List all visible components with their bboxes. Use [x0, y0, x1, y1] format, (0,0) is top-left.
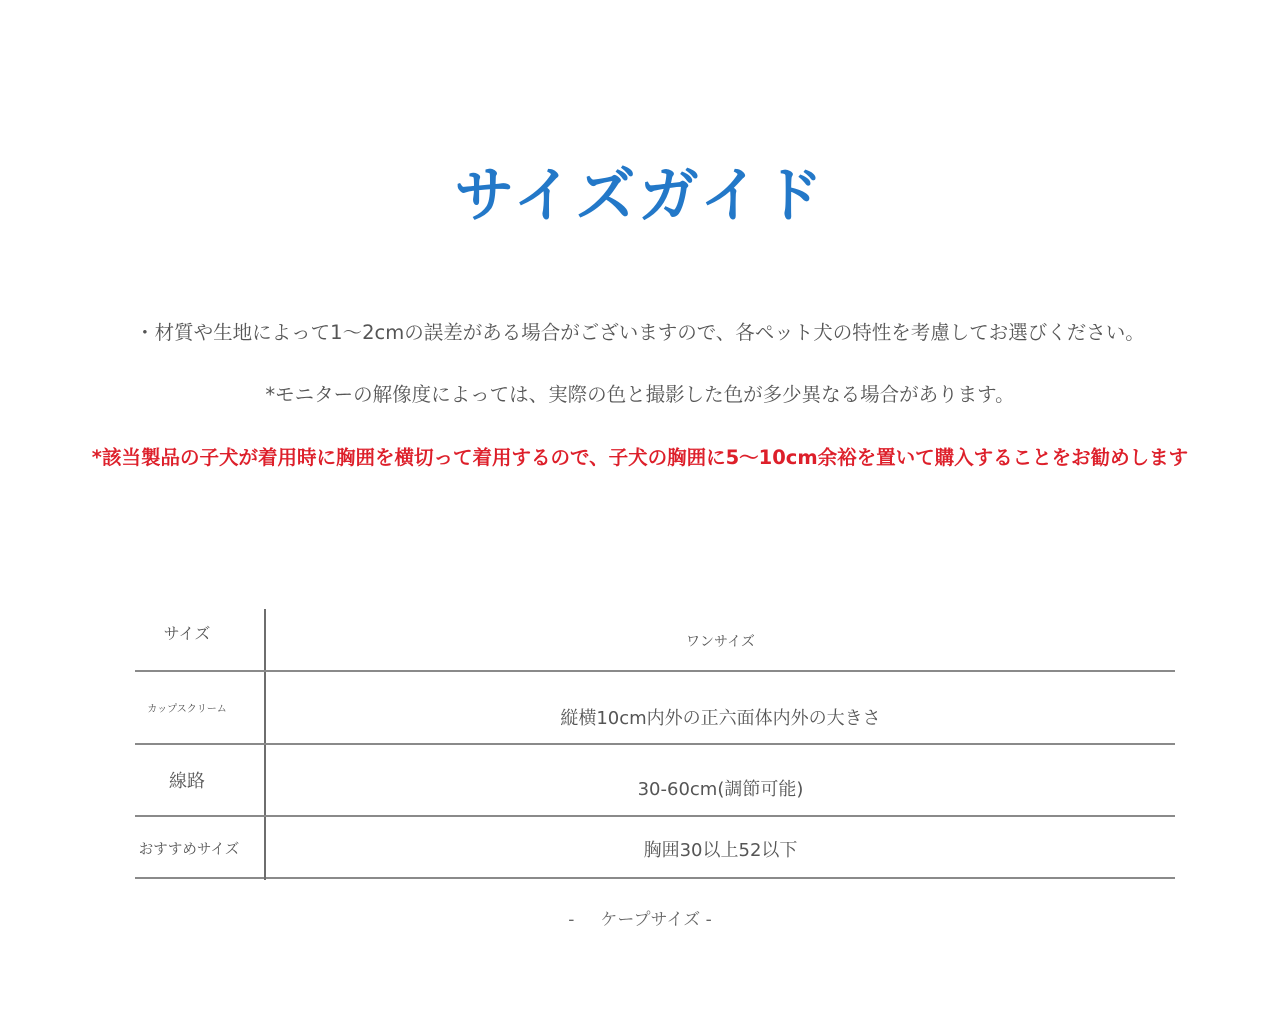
row-value-recommended: 胸囲30以上52以下 — [643, 840, 798, 861]
note-material-error: ・材質や生地によって1〜2cmの誤差がある場合がございますので、各ペット犬の特性を考慮してお選びください。 — [135, 321, 1145, 344]
cape-size-label: ケープサイズ - — [600, 910, 712, 930]
row-label-size: サイズ — [163, 624, 211, 643]
row-label-recommended: おすすめサイズ — [138, 842, 240, 858]
note-monitor-color: *モニターの解像度によっては、実際の色と撮影した色が多少異なる場合があります。 — [265, 383, 1015, 406]
row-label-line: 線路 — [169, 771, 205, 792]
table-row — [135, 609, 1175, 672]
row-value-line: 30-60cm(調節可能) — [637, 779, 804, 800]
table-row — [135, 817, 1175, 879]
row-value-cup: 縦横10cm内外の正六面体内外の大きさ — [560, 708, 881, 729]
cape-size-heading — [0, 907, 1280, 933]
note-sizing-warning: *該当製品の子犬が着用時に胸囲を横切って着用するので、子犬の胸囲に5〜10cm余裕を置いて購入することをお勧めします — [91, 446, 1189, 469]
table-row — [135, 745, 1175, 817]
row-label-cup: カップスクリーム — [147, 704, 227, 715]
page-title: サイズガイド — [454, 161, 826, 231]
size-table — [135, 609, 1175, 879]
table-row — [135, 672, 1175, 745]
cape-dash: - — [568, 910, 575, 930]
row-value-size: ワンサイズ — [686, 634, 755, 650]
